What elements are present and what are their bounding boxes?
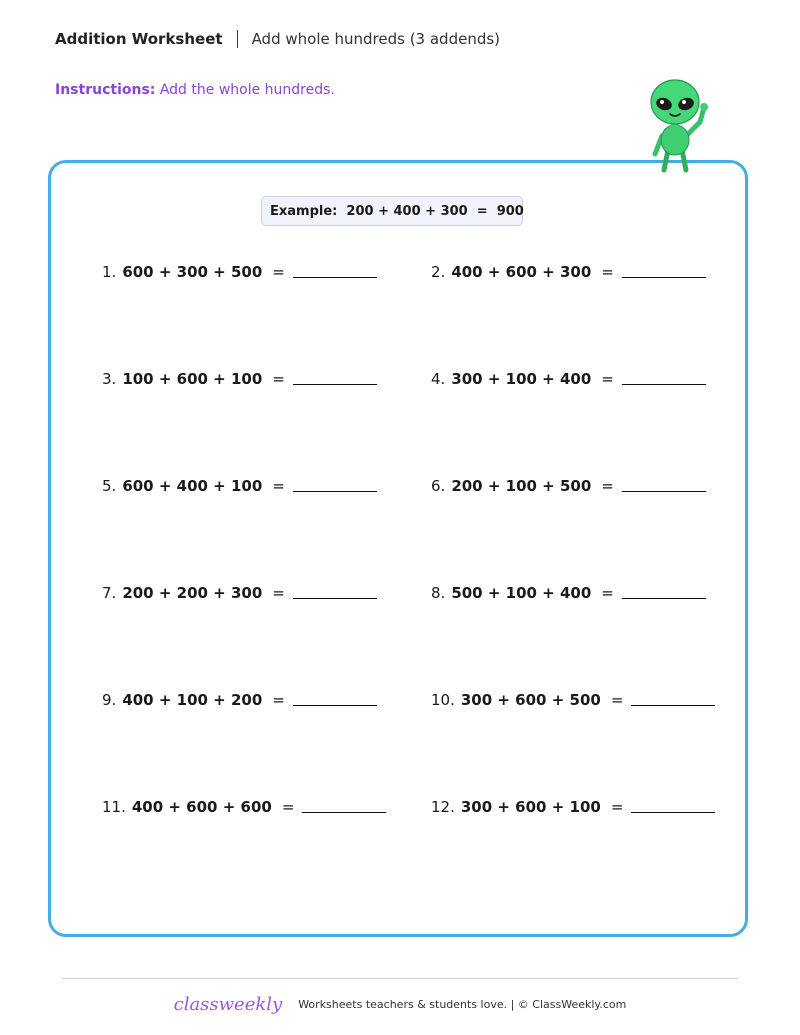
- problem-item: [431, 263, 706, 281]
- problem-number: 12.: [431, 798, 455, 816]
- problem-item: [431, 584, 706, 602]
- problem-number: 5.: [102, 477, 117, 495]
- answer-blank[interactable]: [293, 383, 377, 385]
- problem-number: 4.: [431, 370, 446, 388]
- equals-sign: =: [281, 798, 295, 816]
- problem-expression: 500 + 100 + 400: [451, 584, 592, 602]
- problem-item: [102, 370, 377, 388]
- answer-blank[interactable]: [622, 383, 706, 385]
- problem-item: [431, 477, 706, 495]
- worksheet-subtitle: Add whole hundreds (3 addends): [251, 30, 501, 48]
- equals-sign: =: [272, 584, 285, 602]
- problem-expression: 300 + 600 + 500: [460, 691, 601, 709]
- problem-item: [102, 798, 386, 816]
- problem-item: [431, 370, 706, 388]
- equals-sign: =: [272, 263, 285, 281]
- problem-expression: 400 + 100 + 200: [122, 691, 263, 709]
- problem-number: 11.: [102, 798, 126, 816]
- answer-blank[interactable]: [631, 811, 715, 813]
- problem-number: 3.: [102, 370, 117, 388]
- problem-item: [102, 477, 377, 495]
- answer-blank[interactable]: [293, 597, 377, 599]
- instructions-label: Instructions:: [55, 82, 156, 98]
- answer-blank[interactable]: [622, 276, 706, 278]
- footer-divider: [62, 978, 738, 979]
- answer-blank[interactable]: [622, 597, 706, 599]
- problem-number: 2.: [431, 263, 446, 281]
- problem-expression: 600 + 400 + 100: [122, 477, 263, 495]
- problem-number: 9.: [102, 691, 117, 709]
- problem-item: [431, 798, 715, 816]
- brand-logo: classweekly: [173, 994, 283, 1015]
- problem-expression: 200 + 100 + 500: [451, 477, 592, 495]
- problem-number: 1.: [102, 263, 117, 281]
- equals-sign: =: [601, 584, 614, 602]
- problem-expression: 300 + 100 + 400: [451, 370, 592, 388]
- problem-item: [102, 584, 377, 602]
- footer-tagline: Worksheets teachers & students love. | © ClassWeekly.com: [298, 998, 627, 1011]
- equals-sign: =: [601, 370, 614, 388]
- answer-blank[interactable]: [293, 276, 377, 278]
- problem-expression: 100 + 600 + 100: [122, 370, 263, 388]
- worksheet-header: [55, 30, 500, 48]
- equals-sign: =: [610, 798, 624, 816]
- problem-item: [102, 263, 377, 281]
- problem-expression: 300 + 600 + 100: [460, 798, 601, 816]
- problem-number: 7.: [102, 584, 117, 602]
- equals-sign: =: [610, 691, 624, 709]
- equals-sign: =: [601, 263, 614, 281]
- instructions: [55, 82, 335, 98]
- problem-number: 10.: [431, 691, 455, 709]
- problem-expression: 600 + 300 + 500: [122, 263, 263, 281]
- problem-expression: 400 + 600 + 300: [451, 263, 592, 281]
- example-box: Example: 200 + 400 + 300 = 900: [261, 196, 523, 226]
- answer-blank[interactable]: [631, 704, 715, 706]
- equals-sign: =: [272, 691, 285, 709]
- answer-blank[interactable]: [293, 704, 377, 706]
- answer-blank[interactable]: [302, 811, 386, 813]
- instructions-text: Add the whole hundreds.: [159, 82, 335, 98]
- problem-expression: 400 + 600 + 600: [131, 798, 272, 816]
- problem-expression: 200 + 200 + 300: [122, 584, 263, 602]
- problem-item: [431, 691, 715, 709]
- problem-number: 6.: [431, 477, 446, 495]
- equals-sign: =: [601, 477, 614, 495]
- answer-blank[interactable]: [293, 490, 377, 492]
- worksheet-title: Addition Worksheet: [55, 30, 223, 48]
- problem-number: 8.: [431, 584, 446, 602]
- equals-sign: =: [272, 370, 285, 388]
- alien-mascot-icon: [642, 78, 712, 174]
- header-divider: [237, 30, 238, 48]
- footer: [0, 994, 800, 1015]
- problem-item: [102, 691, 377, 709]
- answer-blank[interactable]: [622, 490, 706, 492]
- equals-sign: =: [272, 477, 285, 495]
